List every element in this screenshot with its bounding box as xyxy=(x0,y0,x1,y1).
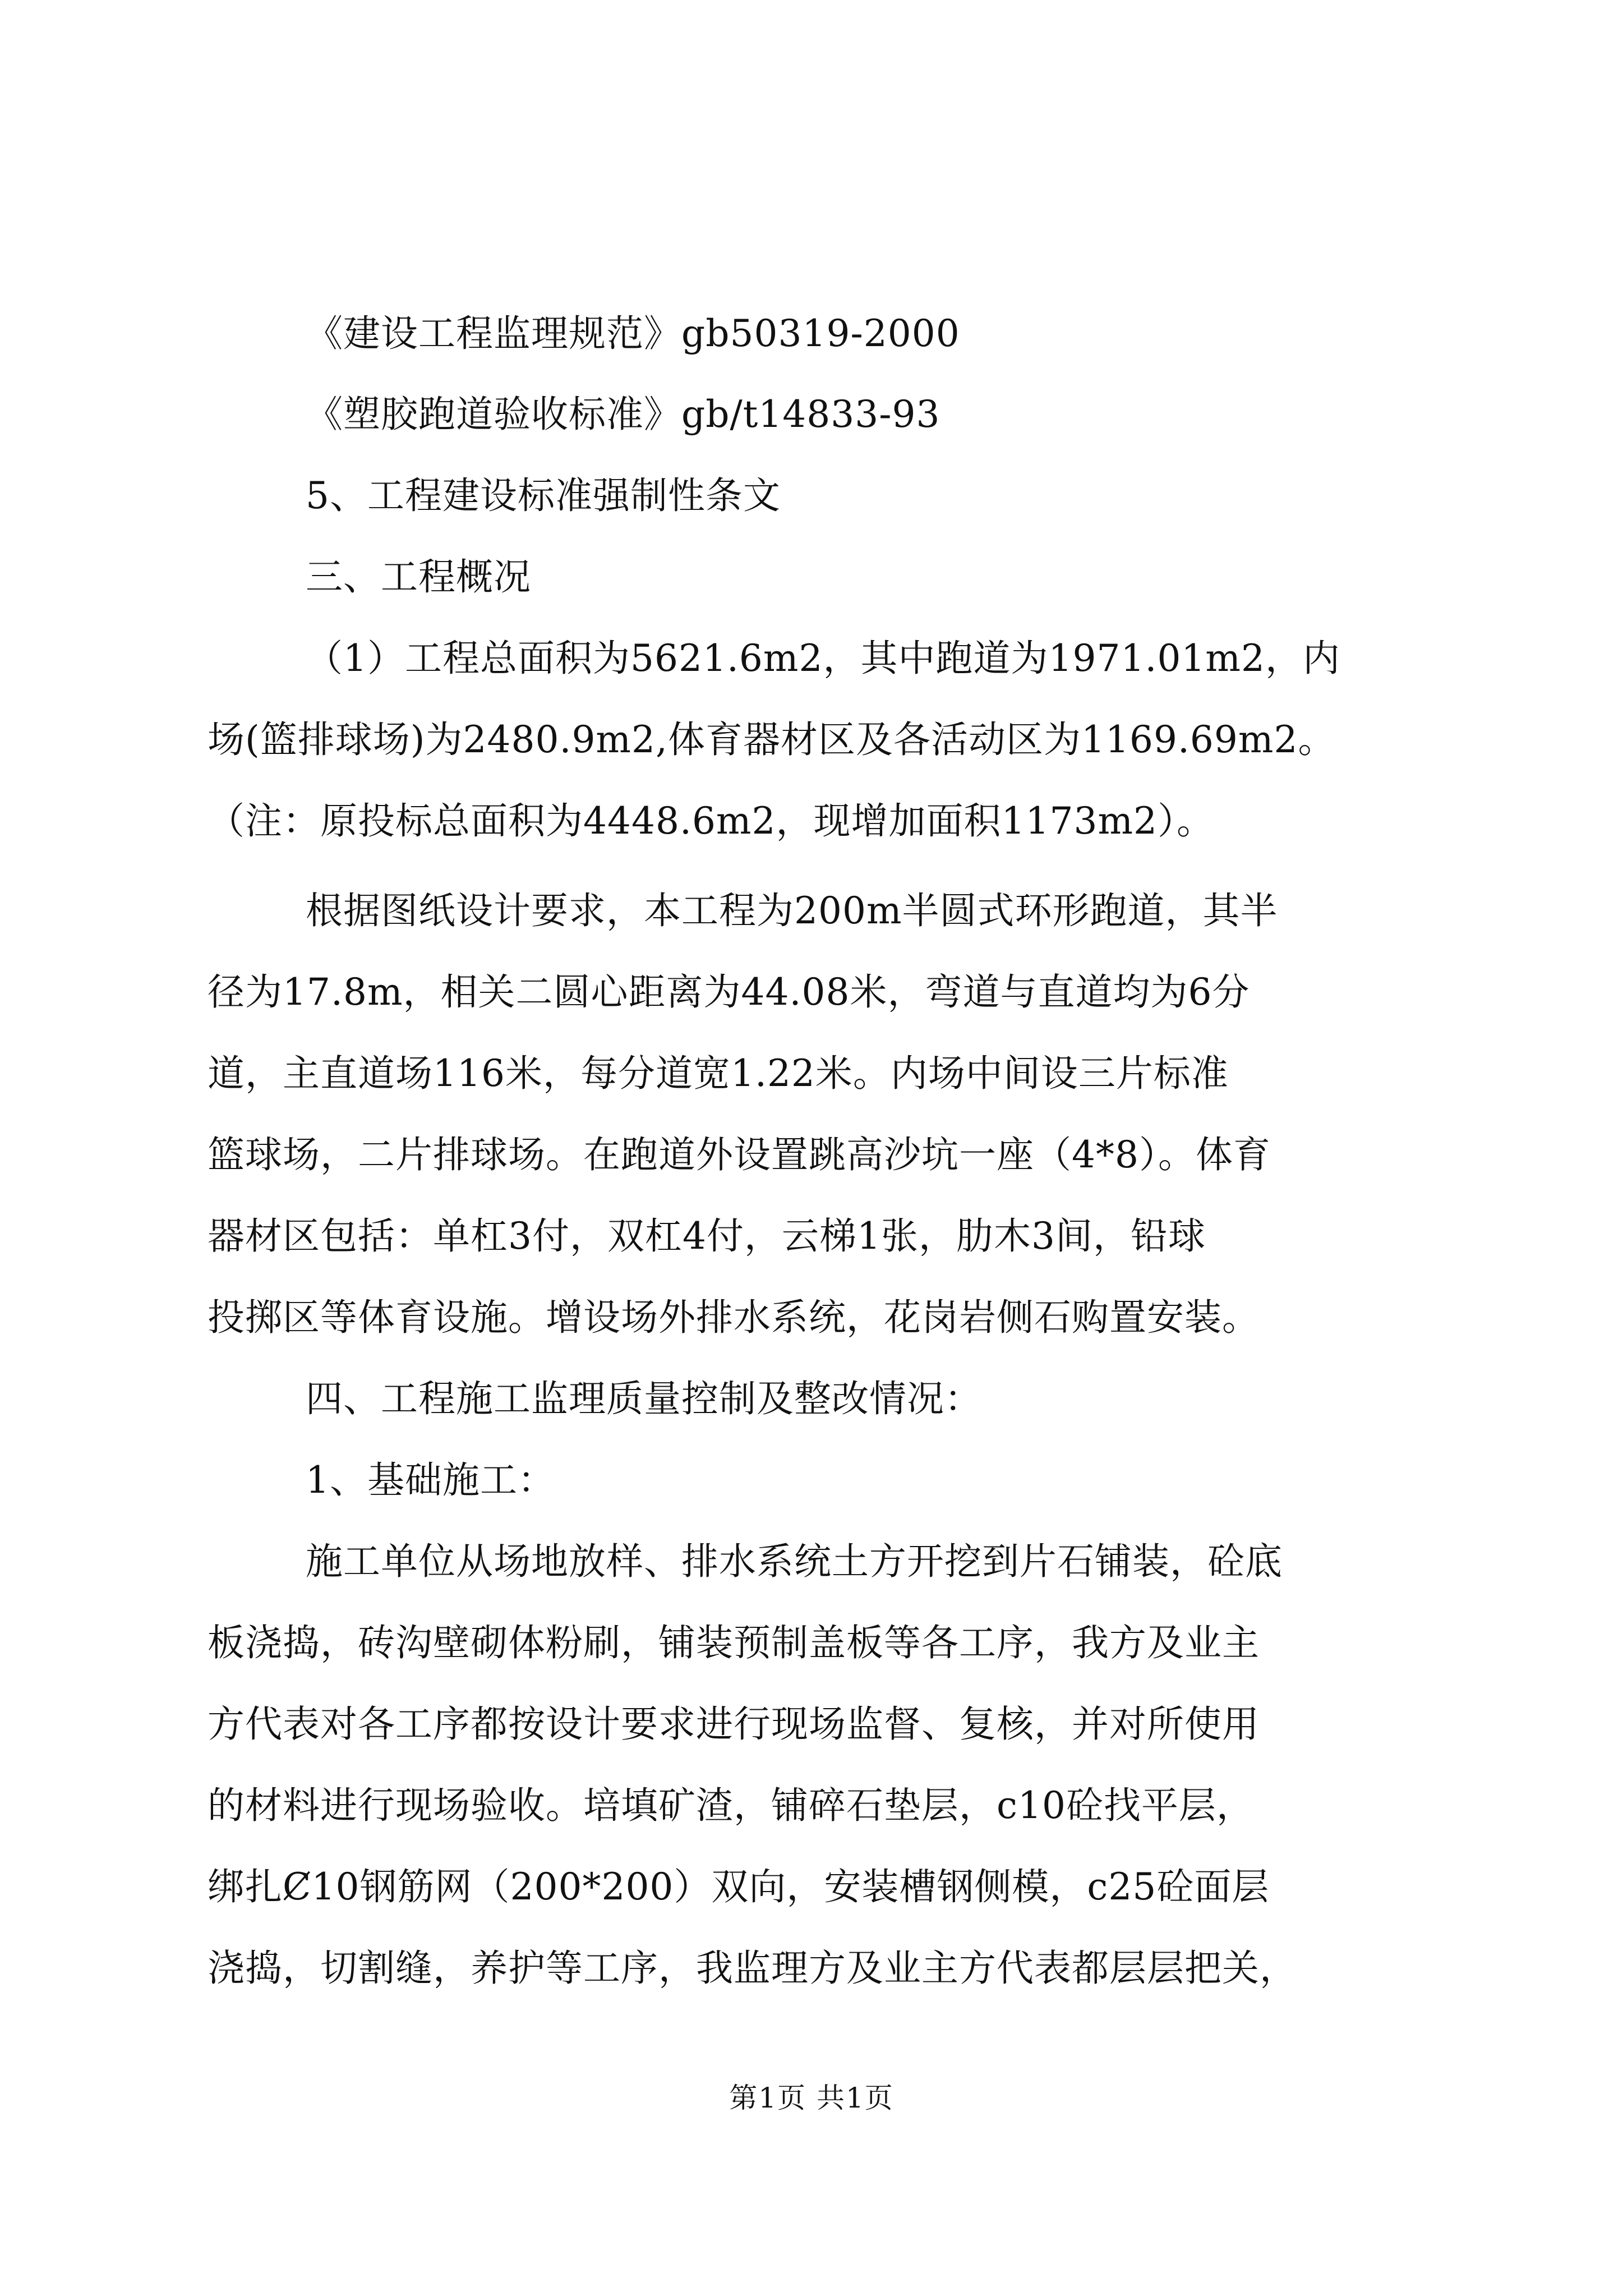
section-heading: 1、基础施工： xyxy=(306,1458,555,1502)
text-line: 板浇捣，砖沟壁砌体粉刷，铺装预制盖板等各工序，我方及业主 xyxy=(208,1621,1260,1664)
page-footer xyxy=(0,2076,1623,2120)
text-line: 器材区包括：单杠3付，双杠4付，云梯1张，肋木3间，铅球 xyxy=(208,1214,1206,1258)
text-line: 浇捣，切割缝，养护等工序，我监理方及业主方代表都层层把关， xyxy=(208,1947,1297,1990)
text-line: 场(篮排球场)为2480.9m2,体育器材区及各活动区为1169.69m2。 xyxy=(208,718,1336,761)
text-line: 《建设工程监理规范》gb50319-2000 xyxy=(306,312,960,355)
text-line: （1）工程总面积为5621.6m2，其中跑道为1971.01m2，内 xyxy=(306,637,1341,680)
text-line: 施工单位从场地放样、排水系统土方开挖到片石铺装，砼底 xyxy=(306,1540,1283,1583)
page-number-label: 第1页 共1页 xyxy=(729,2082,894,2114)
section-heading: 三、工程概况 xyxy=(306,555,531,599)
text-line: 的材料进行现场验收。培填矿渣，铺碎石垫层，c10砼找平层， xyxy=(208,1784,1254,1827)
text-line: 篮球场，二片排球场。在跑道外设置跳高沙坑一座（4*8）。体育 xyxy=(208,1133,1271,1176)
text-line: 投掷区等体育设施。增设场外排水系统，花岗岩侧石购置安装。 xyxy=(208,1296,1260,1339)
text-line: （注：原投标总面积为4448.6m2，现增加面积1173m2）。 xyxy=(208,799,1215,843)
text-line: 径为17.8m，相关二圆心距离为44.08米，弯道与直道均为6分 xyxy=(208,970,1250,1014)
section-heading: 5、工程建设标准强制性条文 xyxy=(306,474,781,517)
section-heading: 四、工程施工监理质量控制及整改情况： xyxy=(306,1377,982,1420)
text-line: 方代表对各工序都按设计要求进行现场监督、复核，并对所使用 xyxy=(208,1703,1260,1746)
text-line: 《塑胶跑道验收标准》gb/t14833-93 xyxy=(306,393,940,436)
text-line: 道，主直道场116米，每分道宽1.22米。内场中间设三片标准 xyxy=(208,1052,1229,1095)
text-line: 绑扎Ȼ10钢筋网（200*200）双向，安装槽钢侧模，c25砼面层 xyxy=(208,1865,1270,1908)
text-line: 根据图纸设计要求，本工程为200m半圆式环形跑道，其半 xyxy=(306,889,1278,932)
